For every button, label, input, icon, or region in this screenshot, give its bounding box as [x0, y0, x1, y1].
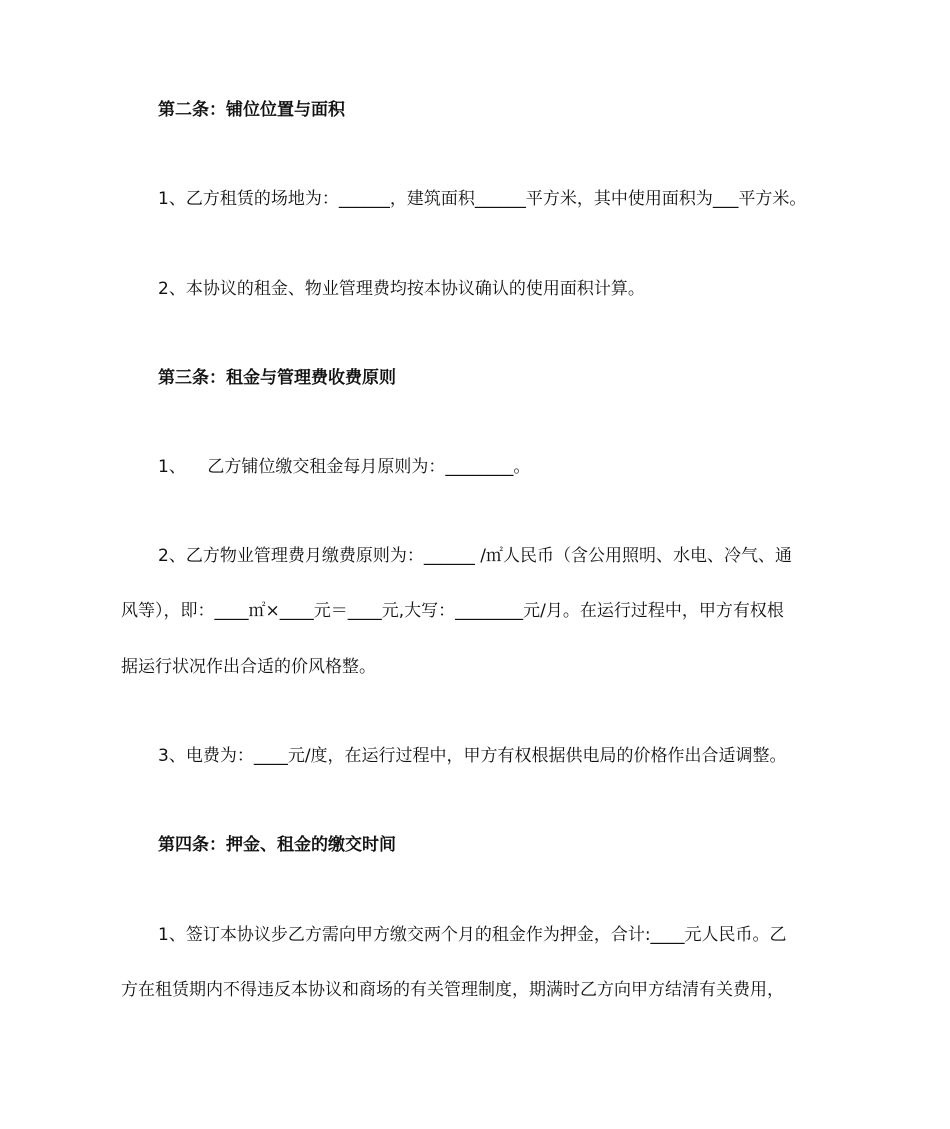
article-4-heading: 第四条：押金、租金的缴交时间 — [158, 835, 396, 855]
article-3-clause-1: 1、 乙方铺位缴交租金每月原则为：________。 — [158, 457, 531, 477]
article-3-clause-2-line-2: 风等），即：____㎡×____元＝____元,大写：________元/月。在运行过程中，甲方有权根 — [121, 601, 784, 621]
article-2-clause-2: 2、本协议的租金、物业管理费均按本协议确认的使用面积计算。 — [158, 279, 645, 299]
article-3-clause-3: 3、电费为：____元/度，在运行过程中，甲方有权根据供电局的价格作出合适调整。 — [158, 746, 787, 766]
article-3-clause-2-line-3: 据运行状况作出合适的价风格整。 — [121, 657, 376, 677]
article-3-heading: 第三条：租金与管理费收费原则 — [158, 368, 396, 388]
article-4-clause-1-line-2: 方在租赁期内不得违反本协议和商场的有关管理制度，期满时乙方向甲方结清有关费用， — [121, 980, 784, 1000]
article-4-clause-1-line-1: 1、签订本协议步乙方需向甲方缴交两个月的租金作为押金，合计:____元人民币。乙 — [158, 925, 787, 945]
article-2-heading: 第二条：铺位位置与面积 — [158, 100, 345, 120]
article-3-clause-2-line-1: 2、乙方物业管理费月缴费原则为：______ /㎡人民币（含公用照明、水电、冷气、通 — [158, 546, 792, 566]
article-2-clause-1: 1、乙方租赁的场地为：______，建筑面积______平方米，其中使用面积为___平方米。 — [158, 189, 807, 209]
